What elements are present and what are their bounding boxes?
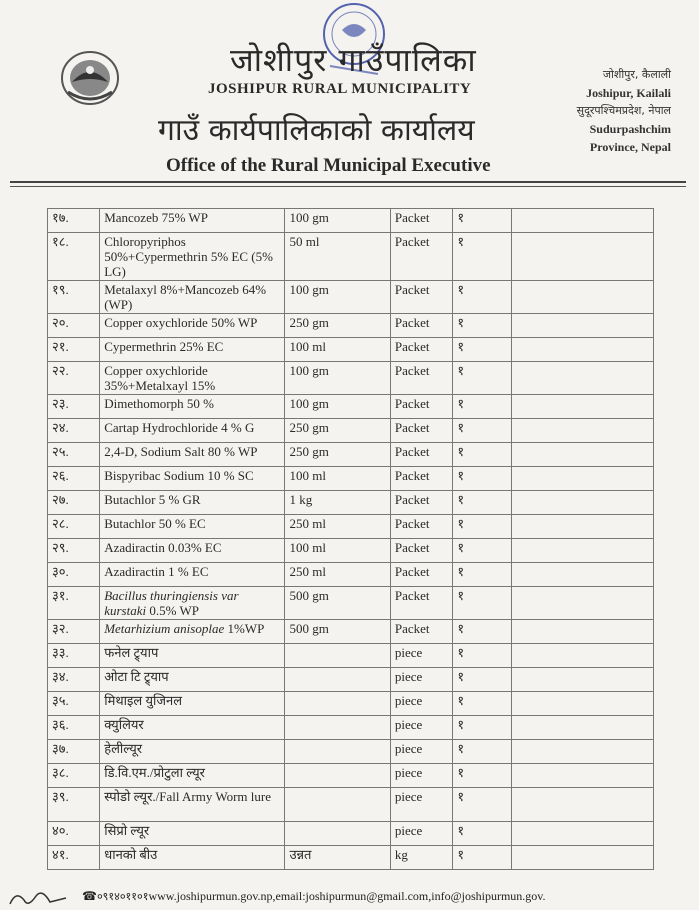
quantity-cell: 250 ml <box>285 563 390 587</box>
address-block <box>577 66 671 156</box>
serial-number-cell: २८. <box>48 515 100 539</box>
item-name-cell: Azadiractin 1 % EC <box>100 563 285 587</box>
count-cell: १ <box>453 443 511 467</box>
quantity-cell: 1 kg <box>285 491 390 515</box>
unit-cell: Packet <box>390 338 452 362</box>
footer-web-email: www.joshipurmun.gov.np,email:joshipurmun@gmail.com,info@joshipurmun.gov. <box>148 889 546 903</box>
serial-number-cell: ३२. <box>48 620 100 644</box>
quantity-cell: 500 gm <box>285 620 390 644</box>
quantity-cell <box>285 788 390 822</box>
unit-cell: piece <box>390 668 452 692</box>
item-name-cell: Azadiractin 0.03% EC <box>100 539 285 563</box>
table-row <box>48 764 654 788</box>
unit-cell: Packet <box>390 587 452 620</box>
serial-number-cell: २१. <box>48 338 100 362</box>
unit-cell: piece <box>390 692 452 716</box>
count-cell: १ <box>453 563 511 587</box>
item-name-cell <box>100 620 285 644</box>
serial-number-cell: ३६. <box>48 716 100 740</box>
header-divider <box>10 186 686 187</box>
remarks-cell <box>511 740 653 764</box>
table-row <box>48 338 654 362</box>
serial-number-cell: २७. <box>48 491 100 515</box>
item-name-cell: Mancozeb 75% WP <box>100 209 285 233</box>
quantity-cell: 100 ml <box>285 467 390 491</box>
quantity-cell: 100 gm <box>285 209 390 233</box>
table-row <box>48 395 654 419</box>
serial-number-cell: २९. <box>48 539 100 563</box>
quantity-cell: 250 gm <box>285 443 390 467</box>
count-cell: १ <box>453 362 511 395</box>
quantity-cell: 100 gm <box>285 395 390 419</box>
serial-number-cell: २५. <box>48 443 100 467</box>
remarks-cell <box>511 395 653 419</box>
item-name-cell: स्पोडो ल्यूर./Fall Army Worm lure <box>100 788 285 822</box>
serial-number-cell: १७. <box>48 209 100 233</box>
remarks-cell <box>511 362 653 395</box>
item-name-cell: Butachlor 50 % EC <box>100 515 285 539</box>
table-row <box>48 233 654 281</box>
item-name-cell: धानको बीउ <box>100 846 285 870</box>
count-cell: १ <box>453 467 511 491</box>
remarks-cell <box>511 338 653 362</box>
unit-cell: piece <box>390 644 452 668</box>
address-line: Joshipur, Kailali <box>586 86 671 100</box>
remarks-cell <box>511 491 653 515</box>
unit-cell: piece <box>390 716 452 740</box>
serial-number-cell: ३८. <box>48 764 100 788</box>
count-cell: १ <box>453 314 511 338</box>
remarks-cell <box>511 467 653 491</box>
remarks-cell <box>511 587 653 620</box>
item-name-cell: Cartap Hydrochloride 4 % G <box>100 419 285 443</box>
item-name-cell: Copper oxychloride 50% WP <box>100 314 285 338</box>
table-row <box>48 716 654 740</box>
serial-number-cell: ३९. <box>48 788 100 822</box>
count-cell: १ <box>453 539 511 563</box>
remarks-cell <box>511 419 653 443</box>
serial-number-cell: ३५. <box>48 692 100 716</box>
quantity-cell <box>285 644 390 668</box>
serial-number-cell: २३. <box>48 395 100 419</box>
count-cell: १ <box>453 515 511 539</box>
count-cell: १ <box>453 395 511 419</box>
table-row <box>48 587 654 620</box>
table-row <box>48 362 654 395</box>
count-cell: १ <box>453 587 511 620</box>
quantity-cell <box>285 822 390 846</box>
count-cell: १ <box>453 281 511 314</box>
item-name-cell: Metalaxyl 8%+Mancozeb 64% (WP) <box>100 281 285 314</box>
item-name-cell: Cypermethrin 25% EC <box>100 338 285 362</box>
remarks-cell <box>511 314 653 338</box>
serial-number-cell: २२. <box>48 362 100 395</box>
item-name-cell: Butachlor 5 % GR <box>100 491 285 515</box>
serial-number-cell: ३७. <box>48 740 100 764</box>
table-row <box>48 788 654 822</box>
table-row <box>48 281 654 314</box>
count-cell: १ <box>453 419 511 443</box>
quantity-cell: 250 gm <box>285 314 390 338</box>
unit-cell: kg <box>390 846 452 870</box>
remarks-cell <box>511 788 653 822</box>
serial-number-cell: ३३. <box>48 644 100 668</box>
count-cell: १ <box>453 846 511 870</box>
count-cell: १ <box>453 233 511 281</box>
count-cell: १ <box>453 764 511 788</box>
remarks-cell <box>511 233 653 281</box>
item-name-cell: Chloropyriphos 50%+Cypermethrin 5% EC (5% LG) <box>100 233 285 281</box>
remarks-cell <box>511 281 653 314</box>
remarks-cell <box>511 692 653 716</box>
address-line: सुदूरपश्चिमप्रदेश, नेपाल <box>576 104 671 117</box>
quantity-cell <box>285 764 390 788</box>
count-cell: १ <box>453 620 511 644</box>
serial-number-cell: ३४. <box>48 668 100 692</box>
item-name-scientific: Bacillus thuringiensis var kurstaki <box>104 588 239 618</box>
quantity-cell <box>285 740 390 764</box>
items-table <box>47 208 654 870</box>
unit-cell: Packet <box>390 233 452 281</box>
quantity-cell <box>285 668 390 692</box>
footer-phone: ०९१४०११०१ <box>96 890 149 903</box>
remarks-cell <box>511 539 653 563</box>
quantity-cell: 50 ml <box>285 233 390 281</box>
unit-cell: Packet <box>390 563 452 587</box>
phone-icon: ☎ <box>82 889 97 903</box>
item-name-cell: ओटा टि ट्र्याप <box>100 668 285 692</box>
address-line: Province, Nepal <box>589 140 671 154</box>
office-title-nepali: गाउँ कार्यपालिकाको कार्यालय <box>158 113 475 148</box>
remarks-cell <box>511 515 653 539</box>
item-name-cell: Bispyribac Sodium 10 % SC <box>100 467 285 491</box>
item-name-cell: सिप्रो ल्यूर <box>100 822 285 846</box>
count-cell: १ <box>453 740 511 764</box>
quantity-cell: 500 gm <box>285 587 390 620</box>
signature-mark-icon <box>6 886 76 910</box>
item-name-formulation: 1%WP <box>224 621 265 636</box>
serial-number-cell: २०. <box>48 314 100 338</box>
table-row <box>48 467 654 491</box>
count-cell: १ <box>453 716 511 740</box>
serial-number-cell: १९. <box>48 281 100 314</box>
item-name-cell: Dimethomorph 50 % <box>100 395 285 419</box>
footer-contact <box>82 889 546 904</box>
unit-cell: Packet <box>390 443 452 467</box>
remarks-cell <box>511 563 653 587</box>
table-row <box>48 515 654 539</box>
count-cell: १ <box>453 338 511 362</box>
nepal-emblem-icon <box>58 48 122 108</box>
serial-number-cell: ४०. <box>48 822 100 846</box>
quantity-cell: 100 ml <box>285 539 390 563</box>
quantity-cell: 100 ml <box>285 338 390 362</box>
table-row <box>48 563 654 587</box>
remarks-cell <box>511 846 653 870</box>
unit-cell: Packet <box>390 539 452 563</box>
quantity-cell: 100 gm <box>285 281 390 314</box>
unit-cell: Packet <box>390 314 452 338</box>
unit-cell: Packet <box>390 209 452 233</box>
serial-number-cell: ३१. <box>48 587 100 620</box>
table-row <box>48 644 654 668</box>
table-row <box>48 692 654 716</box>
item-name-cell: मिथाइल युजिनल <box>100 692 285 716</box>
table-row <box>48 419 654 443</box>
table-row <box>48 846 654 870</box>
item-name-cell: फनेल ट्र्याप <box>100 644 285 668</box>
table-row <box>48 539 654 563</box>
item-name-cell <box>100 587 285 620</box>
table-row <box>48 491 654 515</box>
remarks-cell <box>511 620 653 644</box>
serial-number-cell: ४१. <box>48 846 100 870</box>
unit-cell: piece <box>390 822 452 846</box>
remarks-cell <box>511 443 653 467</box>
count-cell: १ <box>453 668 511 692</box>
table-row <box>48 209 654 233</box>
address-line: जोशीपुर, कैलाली <box>602 68 671 81</box>
unit-cell: Packet <box>390 362 452 395</box>
table-row <box>48 443 654 467</box>
serial-number-cell: २६. <box>48 467 100 491</box>
remarks-cell <box>511 668 653 692</box>
table-row <box>48 740 654 764</box>
count-cell: १ <box>453 692 511 716</box>
unit-cell: Packet <box>390 515 452 539</box>
quantity-cell <box>285 716 390 740</box>
unit-cell: piece <box>390 764 452 788</box>
office-title-english: Office of the Rural Municipal Executive <box>166 155 491 176</box>
unit-cell: Packet <box>390 395 452 419</box>
count-cell: १ <box>453 209 511 233</box>
unit-cell: piece <box>390 740 452 764</box>
remarks-cell <box>511 716 653 740</box>
remarks-cell <box>511 764 653 788</box>
unit-cell: Packet <box>390 281 452 314</box>
table-row <box>48 314 654 338</box>
address-line: Sudurpashchim <box>589 122 671 136</box>
quantity-cell: 250 gm <box>285 419 390 443</box>
unit-cell: Packet <box>390 467 452 491</box>
serial-number-cell: १८. <box>48 233 100 281</box>
item-name-cell: क्युलियर <box>100 716 285 740</box>
remarks-cell <box>511 644 653 668</box>
item-name-cell: Copper oxychloride 35%+Metalxayl 15% <box>100 362 285 395</box>
header-divider <box>10 181 686 183</box>
municipality-title-english: JOSHIPUR RURAL MUNICIPALITY <box>208 81 472 97</box>
quantity-cell: 250 ml <box>285 515 390 539</box>
municipality-title-nepali: जोशीपुर गाउँपालिका <box>230 41 477 79</box>
remarks-cell <box>511 209 653 233</box>
table-row <box>48 668 654 692</box>
table-row <box>48 620 654 644</box>
unit-cell: Packet <box>390 419 452 443</box>
quantity-cell: 100 gm <box>285 362 390 395</box>
item-name-cell: 2,4-D, Sodium Salt 80 % WP <box>100 443 285 467</box>
item-name-cell: डि.वि.एम./प्रोटुला ल्यूर <box>100 764 285 788</box>
letterhead <box>0 0 699 190</box>
count-cell: १ <box>453 644 511 668</box>
unit-cell: Packet <box>390 620 452 644</box>
quantity-cell <box>285 692 390 716</box>
count-cell: १ <box>453 822 511 846</box>
item-name-cell: हेलील्यूर <box>100 740 285 764</box>
serial-number-cell: २४. <box>48 419 100 443</box>
table-row <box>48 822 654 846</box>
count-cell: १ <box>453 491 511 515</box>
unit-cell: Packet <box>390 491 452 515</box>
count-cell: १ <box>453 788 511 822</box>
serial-number-cell: ३०. <box>48 563 100 587</box>
quantity-cell: उन्नत <box>285 846 390 870</box>
item-name-formulation: 0.5% WP <box>146 603 199 618</box>
unit-cell: piece <box>390 788 452 822</box>
item-name-scientific: Metarhizium anisoplae <box>104 621 225 636</box>
remarks-cell <box>511 822 653 846</box>
